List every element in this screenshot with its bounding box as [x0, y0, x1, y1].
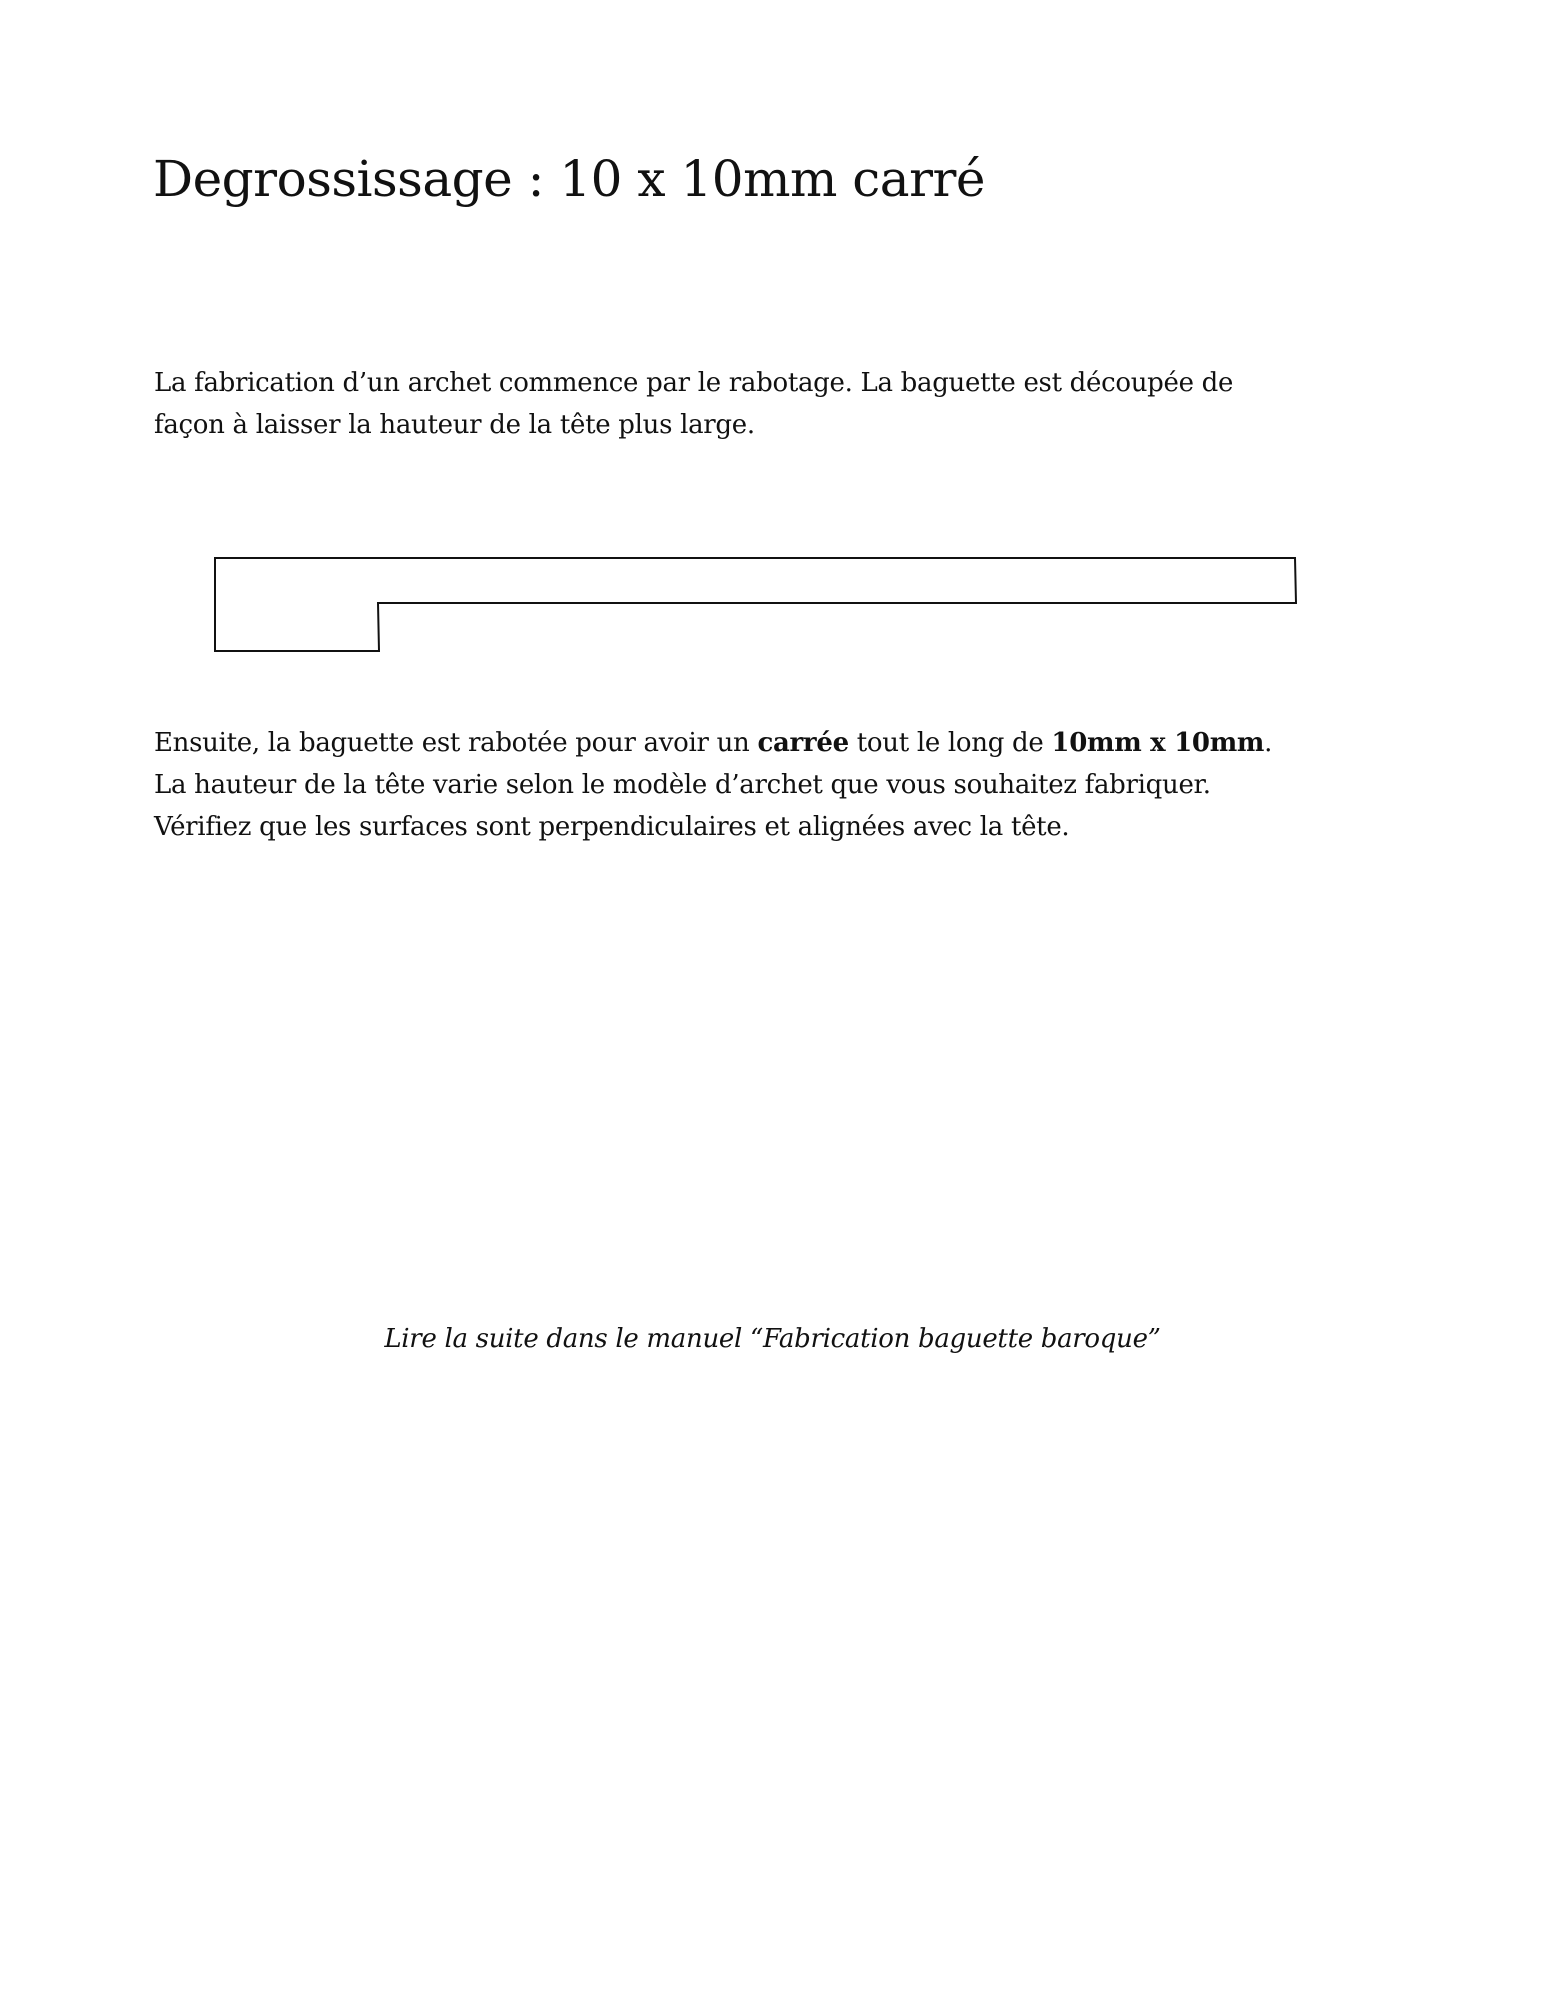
planing-line-1 — [154, 722, 1272, 764]
text-segment: tout le long de — [848, 728, 1052, 758]
text-segment: Ensuite, la baguette est rabotée pour avoir un — [154, 728, 758, 758]
bow-stick-diagram — [0, 0, 1545, 700]
intro-line-1: La fabrication d’un archet commence par le rabotage. La baguette est découpée de — [154, 368, 1234, 398]
planing-paragraph — [154, 722, 1272, 848]
planing-line-3: Vérifiez que les surfaces sont perpendiculaires et alignées avec la tête. — [154, 812, 1070, 842]
bold-term-carree: carrée — [757, 728, 849, 758]
planing-line-2: La hauteur de la tête varie selon le modèle d’archet que vous souhaitez fabriquer. — [154, 770, 1211, 800]
intro-line-2: façon à laisser la hauteur de la tête plus large. — [154, 410, 755, 440]
page-title: Degrossissage : 10 x 10mm carré — [153, 150, 986, 208]
read-more-caption: Lire la suite dans le manuel “Fabrication baguette baroque” — [384, 1324, 1161, 1354]
stick-outline — [215, 558, 1296, 651]
bold-dimensions: 10mm x 10mm — [1051, 728, 1265, 758]
text-segment: . — [1264, 728, 1273, 758]
